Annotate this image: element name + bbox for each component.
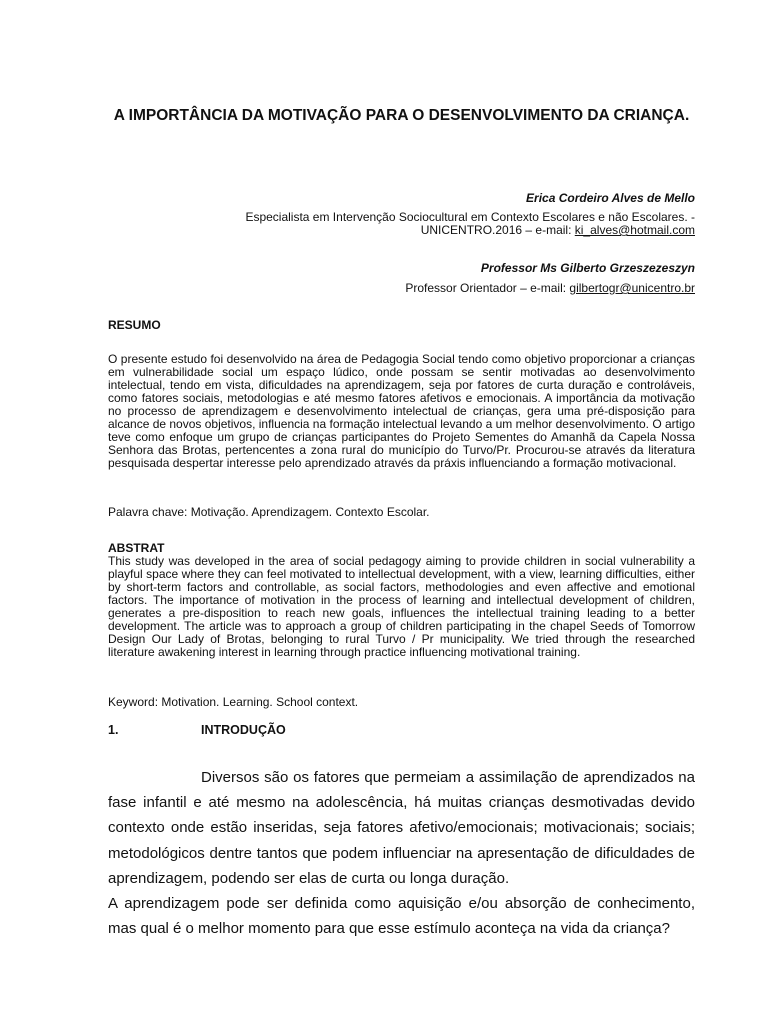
author1-email-link[interactable]: ki_alves@hotmail.com: [574, 223, 695, 237]
section-title: INTRODUÇÃO: [201, 723, 286, 737]
author2-affiliation: [405, 282, 695, 295]
abstract-keywords: Keyword: Motivation. Learning. School context.: [108, 695, 359, 709]
resumo-heading: RESUMO: [108, 318, 161, 332]
author1-name: Erica Cordeiro Alves de Mello: [526, 191, 695, 205]
resumo-keywords: Palavra chave: Motivação. Aprendizagem. Contexto Escolar.: [108, 505, 430, 519]
author2-name: Professor Ms Gilberto Grzeszezeszyn: [480, 261, 695, 275]
resumo-text: O presente estudo foi desenvolvido na área de Pedagogia Social tendo como objetivo proporcionar a crianças em vulnerabilidade social um espaço lúdico, onde possam se sentir motivadas ao desenvolvimento intelectual, tendo em vista, dificuldades na aprendizagem, seja por fatores de curta duração e controláveis, como fatores sociais, metodologias e até mesmo fatores afetivos e emocionais. A importância da motivação no processo de aprendizagem e desenvolvimento intelectual de crianças, gera uma pré-disposição para alcance de novos objetivos, influencia na formação intelectual levando a um melhor desenvolvimento. O artigo teve como enfoque um grupo de crianças participantes do Projeto Sementes do Amanhã da Capela Nossa Senhora das Brotas, pertencentes a zona rural do município do Turvo/Pr. Procurou-se através da literatura pesquisada despertar interesse pelo aprendizado através da práxis influenciando a formação motivacional.: [108, 352, 696, 470]
abstract-text: This study was developed in the area of social pedagogy aiming to provide children in social vulnerability a playful space where they can feel motivated to intellectual development, with a view, learning difficulties, either by short-term factors and controllable, as social factors, methodologies and even affective and emotional factors. The importance of motivation in the process of learning and intellectual development of children, generates a pre-disposition to reach new goals, influences the intellectual training leading to a better development. The article was to approach a group of children participating in the chapel Seeds of Tomorrow Design Our Lady of Brotas, belonging to rural Turvo / Pr municipality. We tried through the researched literature awakening interest in learning through practice influencing motivational training.: [108, 554, 695, 659]
author1-affiliation-line1: Especialista em Intervenção Sociocultural em Contexto Escolares e não Escolares. -: [245, 210, 695, 224]
intro-paragraph-1: Diversos são os fatores que permeiam a assimilação de aprendizados na fase infantil e até mesmo na adolescência, há muitas crianças desmotivadas devido contexto onde estão inseridas, seja fatores afetivo/emocionais; motivacionais; sociais; metodológicos dentre tantos que podem influenciar na apresentação de dificuldades de aprendizagem, podendo ser elas de curta ou longa duração.: [108, 769, 695, 887]
author2-email-link[interactable]: gilbertogr@unicentro.br: [569, 281, 695, 295]
author2-affiliation-prefix: Professor Orientador – e-mail:: [405, 281, 570, 295]
author1-affiliation-prefix: UNICENTRO.2016 – e-mail:: [420, 223, 575, 237]
author1-affiliation: [245, 211, 695, 237]
intro-paragraph-2: A aprendizagem pode ser definida como aquisição e/ou absorção de conhecimento, mas qual é o melhor momento para que esse estímulo aconteça na vida da criança?: [108, 895, 695, 938]
paper-title: A IMPORTÂNCIA DA MOTIVAÇÃO PARA O DESENVOLVIMENTO DA CRIANÇA.: [113, 107, 690, 124]
abstract-heading: ABSTRAT: [108, 541, 165, 555]
author1-affiliation-line2: [245, 224, 695, 237]
section-number: 1.: [108, 723, 119, 737]
